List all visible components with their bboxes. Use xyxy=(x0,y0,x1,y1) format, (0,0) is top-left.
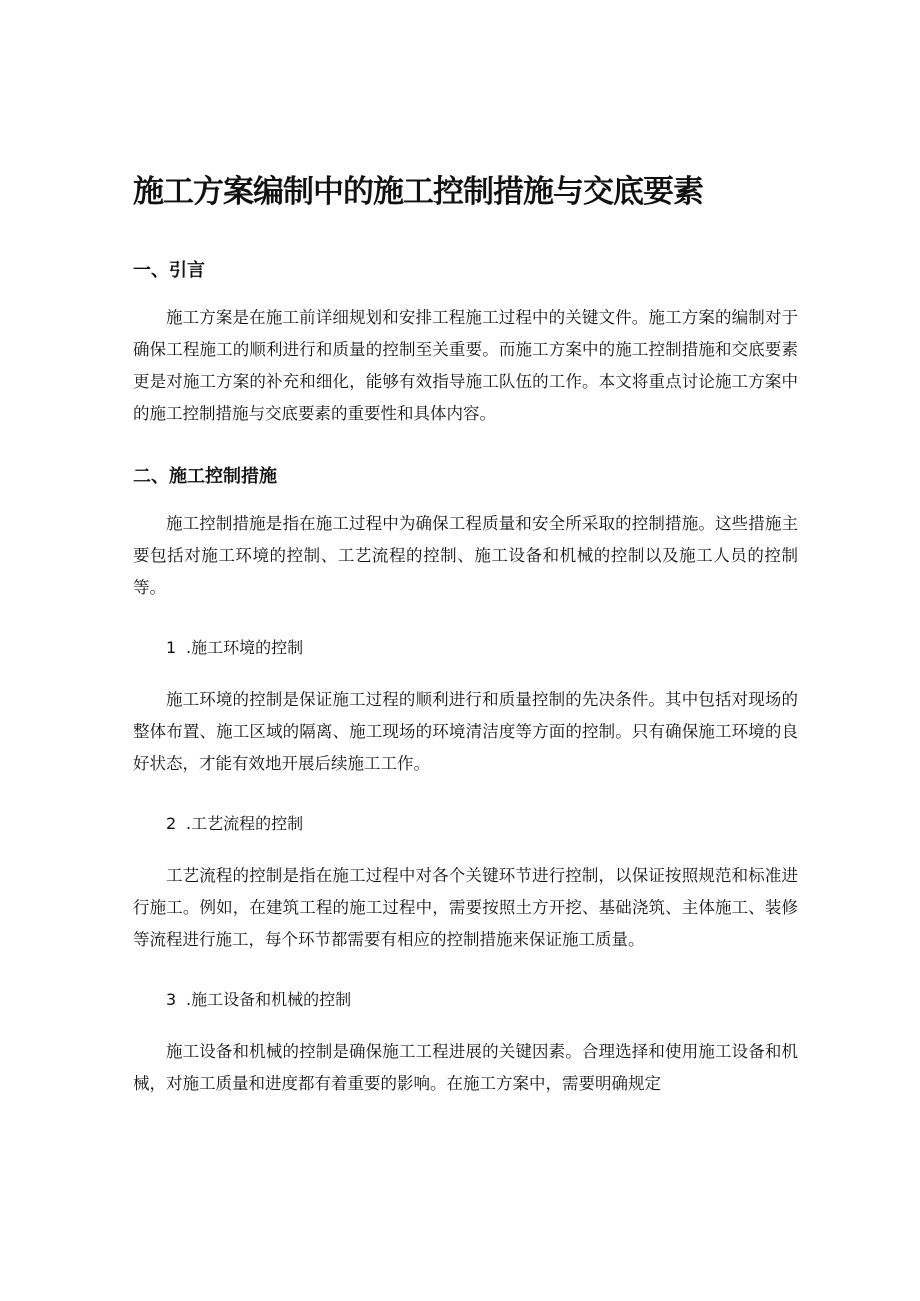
section-heading-control-measures: 二、施工控制措施 xyxy=(133,466,277,487)
subsection-title: .施工环境的控制 xyxy=(186,638,304,657)
subsection-title: .工艺流程的控制 xyxy=(186,814,304,833)
subsection-number: 1 xyxy=(166,638,177,657)
control-measures-paragraph: 施工控制措施是指在施工过程中为确保工程质量和安全所采取的控制措施。这些措施主要包括对施工环境的控制、工艺流程的控制、施工设备和机械的控制以及施工人员的控制等。 xyxy=(133,514,798,597)
introduction-paragraph: 施工方案是在施工前详细规划和安排工程施工过程中的关键文件。施工方案的编制对于确保工程施工的顺利进行和质量的控制至关重要。而施工方案中的施工控制措施和交底要素更是对施工方案的补充和细化，能够有效指导施工队伍的工作。本文将重点讨论施工方案中的施工控制措施与交底要素的重要性和具体内容。 xyxy=(133,308,798,423)
section-heading-introduction: 一、引言 xyxy=(133,260,205,281)
subsection-title: .施工设备和机械的控制 xyxy=(186,990,352,1009)
subsection-heading-process-flow xyxy=(166,812,303,836)
process-flow-paragraph: 工艺流程的控制是指在施工过程中对各个关键环节进行控制，以保证按照规范和标准进行施工。例如，在建筑工程的施工过程中，需要按照土方开挖、基础浇筑、主体施工、装修等流程进行施工，每个环节都需要有相应的控制措施来保证施工质量。 xyxy=(133,866,798,949)
subsection-heading-environment xyxy=(166,636,303,660)
subsection-heading-equipment xyxy=(166,988,351,1012)
subsection-number: 3 xyxy=(166,990,177,1009)
equipment-paragraph: 施工设备和机械的控制是确保施工工程进展的关键因素。合理选择和使用施工设备和机械，对施工质量和进度都有着重要的影响。在施工方案中，需要明确规定 xyxy=(133,1042,798,1093)
environment-paragraph: 施工环境的控制是保证施工过程的顺利进行和质量控制的先决条件。其中包括对现场的整体布置、施工区域的隔离、施工现场的环境清洁度等方面的控制。只有确保施工环境的良好状态，才能有效地开展后续施工工作。 xyxy=(133,690,798,773)
document-title: 施工方案编制中的施工控制措施与交底要素 xyxy=(133,174,703,210)
subsection-number: 2 xyxy=(166,814,177,833)
